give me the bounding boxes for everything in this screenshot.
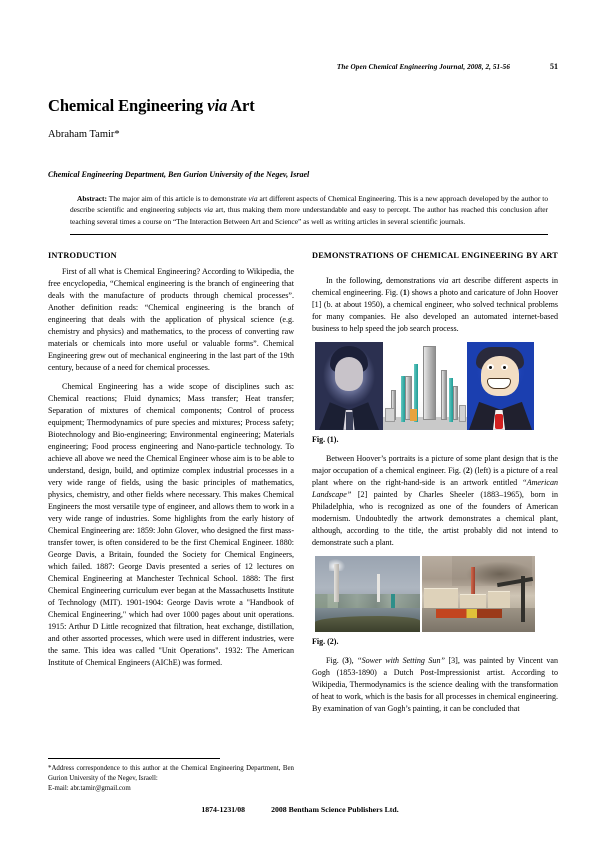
caricature-face — [481, 356, 519, 396]
affiliation: Chemical Engineering Department, Ben Gurion University of the Negev, Israel — [48, 170, 310, 179]
page-title — [48, 96, 558, 116]
footnote-divider — [48, 758, 220, 759]
caricature-tie — [495, 414, 503, 429]
left-column — [48, 251, 294, 722]
right-column — [312, 251, 558, 722]
figure-2-image — [315, 556, 535, 632]
section-heading-introduction: INTRODUCTION — [48, 250, 117, 260]
figure-2 — [312, 556, 558, 646]
photo-foreground-land — [315, 616, 420, 632]
american-landscape-painting — [422, 556, 535, 632]
caricature-mouth — [487, 378, 511, 389]
abstract-text — [70, 193, 548, 227]
footnote-text — [48, 764, 294, 794]
right-paragraph-2 — [312, 453, 558, 549]
abstract-divider — [70, 234, 548, 235]
abstract-label: Abstract: — [77, 194, 107, 203]
rp1-seg-a: In the following, demonstrations — [326, 275, 439, 285]
section-heading-demonstrations: DEMONSTRATIONS OF CHEMICAL ENGINEERING BY ART — [312, 250, 558, 260]
real-plant-photo — [315, 556, 420, 632]
journal-citation-line: The Open Chemical Engineering Journal, 2008, 2, 51-56 — [336, 63, 510, 71]
painting-building-1 — [424, 588, 458, 610]
title-part-2: Art — [227, 96, 255, 115]
plant-column-4 — [453, 386, 458, 420]
rp2-seg-c: [2] painted by Charles Sheeler (1883–1965), born in Philadelphia, who is recognized as one of the founders of American modernism. Undoubtedly the artwork demonstrates a chemical plant, although, according to the title, the artist probably did not intend to demonstrate such a plant. — [312, 489, 558, 547]
rp1-via: via — [438, 275, 449, 285]
rp3-seg-b: ), — [348, 655, 358, 665]
figure-1-image — [315, 342, 534, 430]
plant-teal-pipe-1 — [401, 376, 405, 422]
rp3-seg-c: [3], was painted by Vincent van Gogh (1853-1890) a Dutch Post-Impressionist artist. According to Wikipedia, Thermodynamics is the science dealing with the transformation of heat to work, which is the basis for all processes in chemical engineering. By examination of van Gogh’s painting, it can be concluded that — [312, 655, 558, 714]
intro-paragraph-2: Chemical Engineering has a wide scope of disciplines such as: Chemical reactions; Fluid dynamics; Mass transfer; Heat transfer; Separation of mixtures of chemical components; Control of process equipment; Thermodynamics of pure species and mixtures; Process safety; Biotechnology and Bio-engineering; Environmental engineering; Materials engineering; Food process engineering and Nano-particle technology. To achieve all above we need the Chemical Engineer whose aim is to be able to understand, design, build, and optimize complex industrial processes in a very wide range of fields, using the basic principles of mathematics, physics, chemistry, and other fields where necessary. This makes Chemical Engineers the most versatile type of engineer, and allows them to work in a very wide range of industries. Some highlights from the early history of Chemical Engineering are: 1859: John Glover, who designed the first mass-transfer tower, is often considered to be the first Chemical Engineer. 1880: George Davis, a Britain, founded the Society for Chemical Engineers, which failed. 1887: George Davis presented a series of 12 lectures on Chemical Engineering at Manchester Technical School. 1888: The first Chemical Engineering curriculum ever began at the Massachusetts Institute of Technology (MIT). 1901-1904: George Davis wrote a "Handbook of Chemical Engineering," which had over 1000 pages about unit operations. 1915: Arthur D Little recognized that filtration, heat exchange, distillation, and other assorted processes, which were used in different industries, were the same. This idea was called "Unit Operations". 1932: The American Institute of Chemical Engineers (AIChE) was formed. — [48, 381, 294, 668]
author-name: Abraham Tamir* — [48, 129, 120, 140]
right-paragraph-1 — [312, 275, 558, 335]
caricature-pupil-left — [489, 366, 492, 369]
abstract-seg-3: art, thus making them more understandable and easy to percept. The author has reached this conclusion after teaching several times a course on “The Interaction Between Art and Science” as well as writing articles in several scientific journals. — [70, 205, 548, 226]
issn-code: 1874-1231/08 — [201, 805, 246, 814]
publisher-line: 2008 Bentham Science Publishers Ltd. — [271, 805, 399, 814]
rp1-seg-b: art describe different aspects in chemical engineering. Fig. ( — [312, 275, 559, 297]
hoover-photo-panel — [315, 342, 383, 430]
footnote-correspondence: *Address correspondence to this author at the Chemical Engineering Department, Ben Gurion University of the Negev, Israell: — [48, 765, 294, 782]
chemical-plant-panel — [383, 342, 467, 430]
rp2-seg-a: Between Hoover’s portraits is a picture of some plant design that is the major occupation of a chemical engineer. Fig. ( — [312, 453, 558, 475]
painting-train-cars — [436, 609, 502, 618]
figure-2-caption: Fig. (2). — [312, 636, 339, 646]
hoover-caricature-panel — [467, 342, 534, 430]
figure-1 — [312, 342, 558, 444]
abstract-seg-2: art different aspects of Chemical Engineering. This is a new approach developed by the author to describe scientific and engineering subjects — [70, 194, 549, 215]
photo-smokestack-1 — [334, 564, 339, 602]
figure-1-caption: Fig. (1). — [312, 434, 339, 444]
painting-crane — [497, 576, 533, 622]
footnote-email: E-mail: abr.tamir@gmail.com — [48, 785, 131, 792]
rp2-seg-b: ) (left) is a picture of a real plant where on the right-hand-side is an artwork entitled — [312, 465, 558, 487]
intro-paragraph-1: First of all what is Chemical Engineering? According to Wikipedia, the free encyclopedia, “Chemical engineering is the branch of engineering that deals with the manufacture of products through chemical processes”. Another definition reads: “Chemical engineering is the branch of engineering that deals with the application of physical science (e.g. chemistry and physics) and mathematics, to the process of converting raw materials or chemicals into more useful or valuable forms”. Chemical Engineering grew out of mechanical engineering in the last part of the 19th century, because of a need for chemical processes. — [48, 266, 294, 372]
rp2-artwork-title: “American Landscape” — [312, 477, 558, 499]
plant-column-3 — [441, 370, 447, 420]
page-footer — [0, 805, 600, 814]
right-paragraph-3 — [312, 655, 558, 715]
footnote-block — [48, 758, 294, 794]
title-part-1: Chemical Engineering — [48, 96, 208, 115]
two-column-body — [48, 251, 558, 722]
photo-tie-shape — [346, 412, 353, 430]
abstract-section — [70, 193, 548, 242]
plant-tank-1 — [385, 408, 395, 422]
rp3-artwork-title: “Sower with Setting Sun” — [357, 655, 445, 665]
abstract-seg-1: The major aim of this article is to demonstrate — [106, 194, 249, 203]
caricature-pupil-right — [503, 366, 506, 369]
rp2-fig-ref-2: 2 — [465, 465, 470, 475]
rp3-seg-a: Fig. ( — [326, 655, 345, 665]
plant-orange-vessel — [410, 409, 417, 421]
rp1-seg-c: ) shows a photo and caricature of John Hoover [1] (b. at about 1950), a chemical engineer, who solved technical problems for many companies. He also developed an automated internet-based business to help speed the job search process. — [312, 287, 558, 333]
photo-smokestack-2 — [377, 574, 380, 602]
page-number: 51 — [550, 62, 558, 71]
plant-tank-2 — [459, 405, 466, 422]
plant-main-column — [423, 346, 436, 420]
rp3-fig-ref-3: 3 — [344, 655, 349, 665]
abstract-via-2: via — [203, 205, 213, 215]
running-head — [48, 62, 558, 72]
title-via: via — [207, 96, 228, 115]
plant-teal-pipe-3 — [449, 378, 453, 422]
photo-face-shape — [335, 357, 363, 391]
rp1-fig-ref-1: 1 — [402, 287, 407, 297]
abstract-via-1: via — [248, 194, 258, 203]
